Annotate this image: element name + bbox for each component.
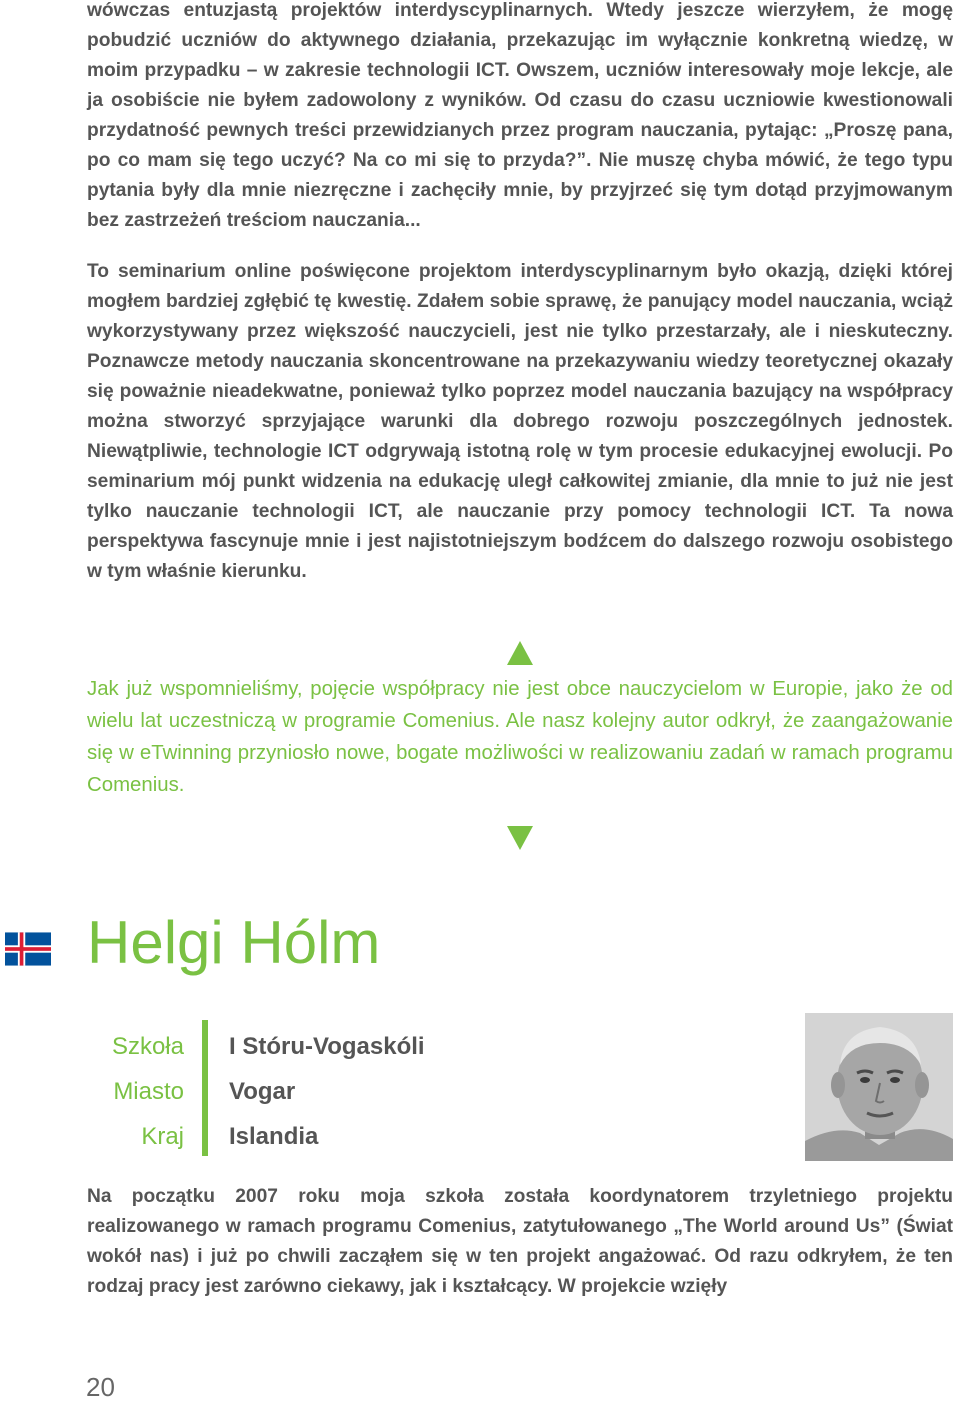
- intro-text: Jak już wspomnieliśmy, pojęcie współpracy nie jest obce nauczycielom w Europie, jako że od wielu lat uczestniczą w programie Comenius. Ale nasz kolejny autor odkrył, że zaangażowanie się w eTwinning przyniosło nowe, bogate możliwości w realizowaniu zadań w ramach programu Comenius.: [87, 678, 953, 796]
- author-paragraph: Na początku 2007 roku moja szkoła została koordynatorem trzyletniego projektu realizowanego w ramach programu Comenius, zatytułowanego „The World around Us” (Świat wokół nas) i już po chwili zacząłem się w ten projekt angażować. Od razu odkryłem, że ten rodzaj pracy jest zarówno ciekawy, jak i kształcący. W projekcie wzięły: [87, 1186, 953, 1297]
- info-divider: [202, 1020, 208, 1156]
- author-info-labels: [88, 1024, 184, 1159]
- school-value: I Stóru-Vogaskóli: [229, 1033, 425, 1060]
- author-photo: [805, 1013, 953, 1161]
- city-label: Miasto: [113, 1078, 184, 1105]
- body-paragraph: To seminarium online poświęcone projektom interdyscyplinarnym było okazją, dzięki której mogłem bardziej zgłębić tę kwestię. Zdałem sobie sprawę, że panujący model nauczania, wciąż wykorzystywany przez większość nauczycieli, jest nie tylko przestarzały, ale i nieskuteczny. Poznawcze metody nauczania skoncentrowane na przekazywaniu wiedzy teoretycznej okazały się poważnie nieadekwatne, ponieważ tylko poprzez model nauczania bazujący na współpracy można stworzyć sprzyjające warunki dla dobrego rozwoju poszczególnych jednostek. Niewątpliwie, technologie ICT odgrywają istotną rolę w tym procesie edukacyjnej ewolucji. Po seminarium mój punkt widzenia na edukację uległ całkowitej zmianie, dla mnie to już nie jest tylko nauczanie technologii ICT, ale nauczanie przy pomocy technologii ICT. Ta nowa perspektywa fascynuje mnie i jest najistotniejszym bodźcem do dalszego rozwoju osobistego w tym właśnie kierunku.: [87, 261, 953, 582]
- triangle-up-icon: [507, 641, 533, 665]
- author-info-values: [229, 1024, 425, 1159]
- country-value: Islandia: [229, 1123, 319, 1150]
- city-value: Vogar: [229, 1078, 296, 1105]
- page-number: 20: [86, 1372, 115, 1402]
- country-label: Kraj: [141, 1123, 184, 1150]
- school-label: Szkoła: [111, 1033, 184, 1060]
- triangle-down-icon: [507, 826, 533, 850]
- author-name: Helgi Hólm: [87, 909, 381, 976]
- iceland-flag-icon: [5, 932, 51, 966]
- body-paragraph: wówczas entuzjastą projektów interdyscyplinarnych. Wtedy jeszcze wierzyłem, że mogę pobudzić uczniów do aktywnego działania, przekazując im wyłącznie konkretną wiedzę, w moim przypadku – w zakresie technologii ICT. Owszem, uczniów interesowały moje lekcje, ale ja osobiście nie byłem zadowolony z wyników. Od czasu do czasu uczniowie kwestionowali przydatność pewnych treści przewidzianych przez program nauczania, pytając: „Proszę pana, po co mam się tego uczyć? Na co mi się to przyda?”. Nie muszę chyba mówić, że tego typu pytania były dla mnie niezręczne i zachęciły mnie, by przyjrzeć się tym dotąd przyjmowanym bez zastrzeżeń treściom nauczania...: [87, 0, 953, 231]
